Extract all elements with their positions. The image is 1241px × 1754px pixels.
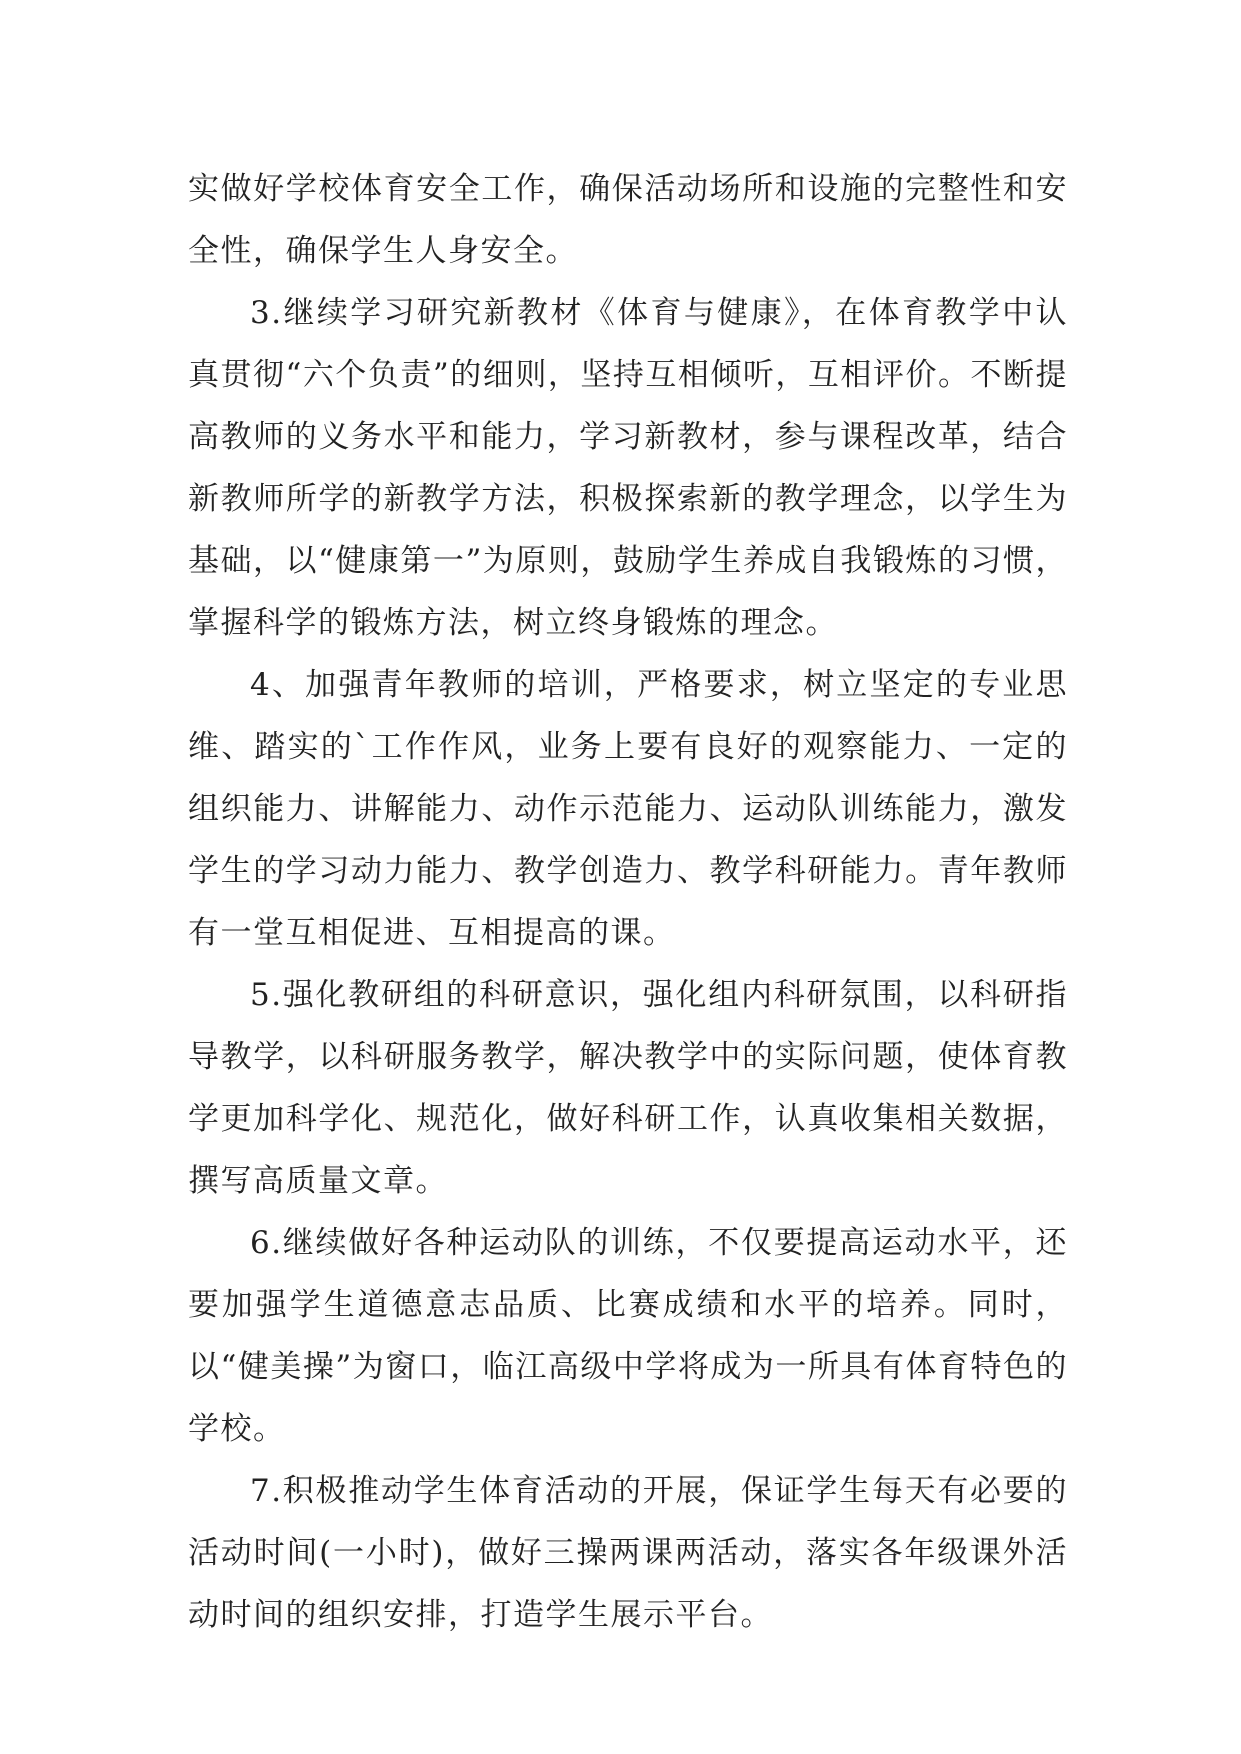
paragraph-continuation: 实做好学校体育安全工作，确保活动场所和设施的完整性和安全性，确保学生人身安全。	[188, 171, 1068, 269]
paragraph-item-4: 4、加强青年教师的培训，严格要求，树立坚定的专业思维、踏实的`工作作风，业务上要有良好的观察能力、一定的组织能力、讲解能力、动作示范能力、运动队训练能力，激发学生的学习动力能力、教学创造力、教学科研能力。青年教师有一堂互相促进、互相提高的课。	[188, 667, 1068, 951]
document-body	[188, 158, 1068, 1646]
paragraph-item-7: 7.积极推动学生体育活动的开展，保证学生每天有必要的活动时间(一小时)，做好三操两课两活动，落实各年级课外活动时间的组织安排，打造学生展示平台。	[188, 1473, 1068, 1633]
paragraph-item-6: 6.继续做好各种运动队的训练，不仅要提高运动水平，还要加强学生道德意志品质、比赛成绩和水平的培养。同时，以“健美操”为窗口，临江高级中学将成为一所具有体育特色的学校。	[188, 1225, 1068, 1447]
paragraph-item-3: 3.继续学习研究新教材《体育与健康》，在体育教学中认真贯彻“六个负责”的细则，坚持互相倾听，互相评价。不断提高教师的义务水平和能力，学习新教材，参与课程改革，结合新教师所学的新教学方法，积极探索新的教学理念，以学生为基础，以“健康第一”为原则，鼓励学生养成自我锻炼的习惯，掌握科学的锻炼方法，树立终身锻炼的理念。	[188, 295, 1068, 641]
paragraph-item-5: 5.强化教研组的科研意识，强化组内科研氛围，以科研指导教学，以科研服务教学，解决教学中的实际问题，使体育教学更加科学化、规范化，做好科研工作，认真收集相关数据，撰写高质量文章。	[188, 977, 1068, 1199]
